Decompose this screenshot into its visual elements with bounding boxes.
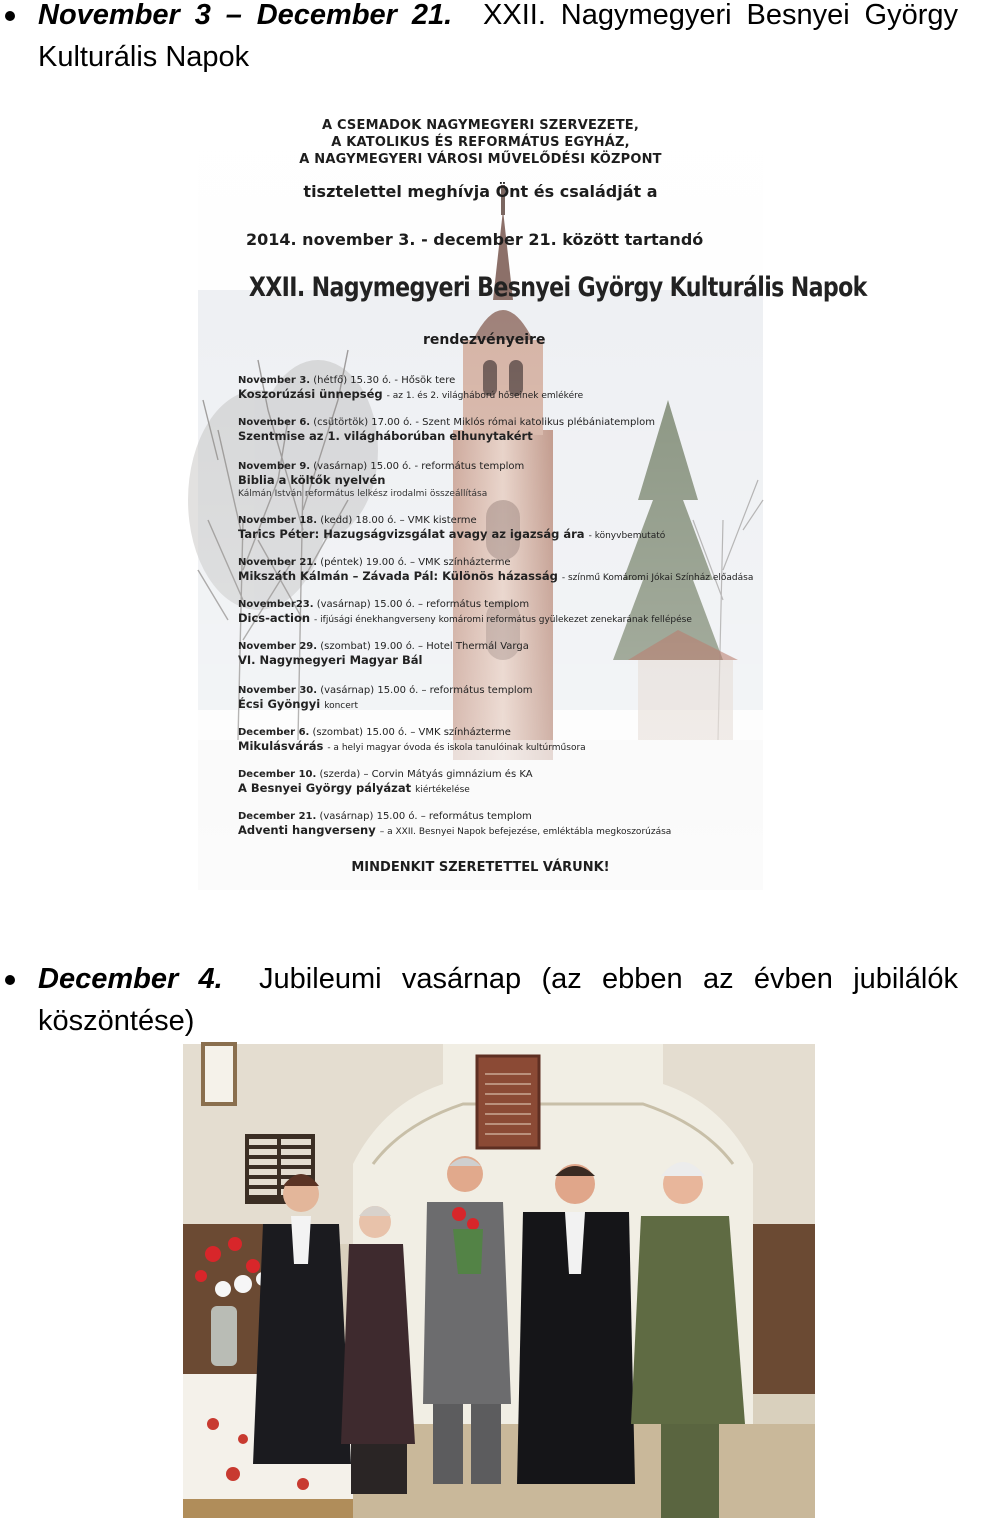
item-text xyxy=(38,958,958,1042)
item-description: XXII. Nagymegyeri Besnyei György Kulturális Napok xyxy=(38,0,959,73)
item-date: November 3 – December 21. xyxy=(38,0,453,31)
bullet-icon xyxy=(5,11,15,21)
photo-scene xyxy=(183,1044,815,1518)
poster-event: November 9. (vasárnap) 15.00 ó. - református templom Biblia a költők nyelvén Kálmán István református lelkész irodalmi összeállítása xyxy=(238,461,525,499)
event-poster xyxy=(198,100,867,890)
poster-event: November 30. (vasárnap) 15.00 ó. – református templom Écsi Gyöngyi koncert xyxy=(238,685,533,711)
poster-subtitle: rendezvényeire xyxy=(423,332,546,348)
poster-organizer: A NAGYMEGYERI VÁROSI MŰVELŐDÉSI KÖZPONT xyxy=(299,152,662,167)
item-text xyxy=(38,0,958,78)
poster-event: December 21. (vasárnap) 15.00 ó. – református templom Adventi hangverseny – a XXII. Besnyei Napok befejezése, emléktábla megkoszorúzása xyxy=(238,811,672,837)
poster-event: November 29. (szombat) 19.00 ó. – Hotel Thermál Varga VI. Nagymegyeri Magyar Bál xyxy=(238,641,529,667)
poster-event: November 21. (péntek) 19.00 ó. – VMK színházterme Mikszáth Kálmán – Závada Pál: Különös házasság - színmű Komáromi Jókai Színház előadása xyxy=(238,557,754,583)
item-date: December 4. xyxy=(38,963,223,995)
poster-organizer: A CSEMADOK NAGYMEGYERI SZERVEZETE, xyxy=(321,118,640,133)
poster-invite: tisztelettel meghívja Önt és családját a xyxy=(303,182,658,201)
poster-closing: MINDENKIT SZERETETTEL VÁRUNK! xyxy=(351,860,610,875)
bullet-icon xyxy=(5,975,15,985)
poster-title: XXII. Nagymegyeri Besnyei György Kulturális Napok xyxy=(248,272,867,303)
poster-dates: 2014. november 3. - december 21. között tartandó xyxy=(246,230,704,249)
poster-event: November23. (vasárnap) 15.00 ó. – református templom Dics-action - ifjúsági énekhangverseny komáromi református gyülekezet zenekarának fellépése xyxy=(238,599,692,625)
poster-event: November 3. (hétfő) 15.30 ó. - Hősök tere Koszorúzási ünnepség - az 1. és 2. világháború hőseinek emlékére xyxy=(238,375,584,401)
poster-event: December 6. (szombat) 15.00 ó. – VMK színházterme Mikulásvárás - a helyi magyar óvoda és iskola tanulóinak kultúrműsora xyxy=(238,727,586,753)
poster-event: December 10. (szerda) – Corvin Mátyás gimnázium és KA A Besnyei György pályázat kiértékelése xyxy=(238,769,533,795)
jubilee-photo xyxy=(183,1044,815,1518)
poster-event: November 6. (csütörtök) 17.00 ó. - Szent Miklós római katolikus plébániatemplom Szentmise az 1. világháborúban elhunytakért xyxy=(238,417,656,443)
item-description: Jubileumi vasárnap (az ebben az évben jubilálók köszöntése) xyxy=(38,963,958,1037)
poster-organizer: A KATOLIKUS ÉS REFORMÁTUS EGYHÁZ, xyxy=(331,135,630,150)
poster-event: November 18. (kedd) 18.00 ó. – VMK kisterme Tarics Péter: Hazugságvizsgálat avagy az igazság ára - könyvbemutató xyxy=(238,515,666,541)
person xyxy=(517,1164,635,1484)
